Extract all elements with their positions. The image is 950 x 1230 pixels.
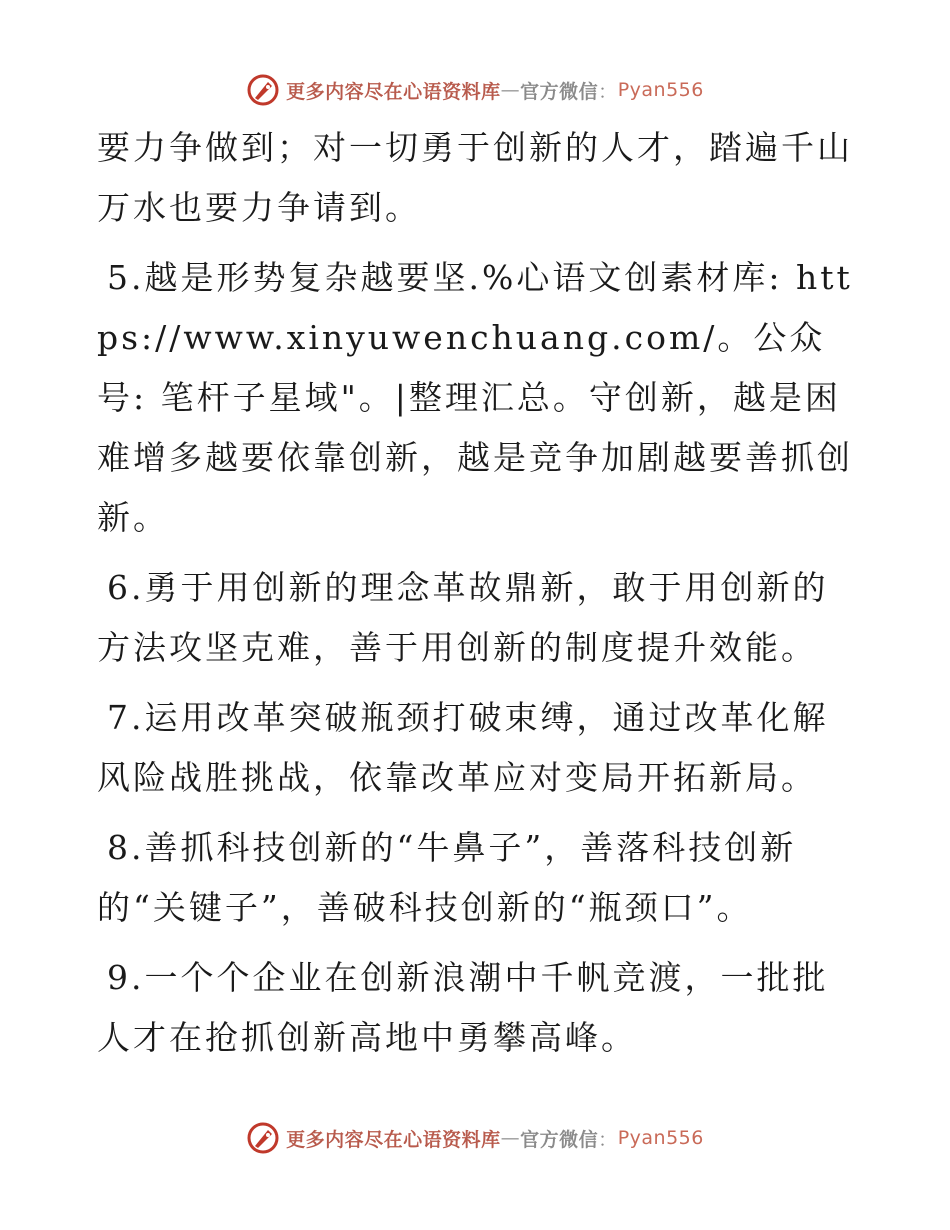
wechat-id: Pyan556 xyxy=(617,1127,704,1149)
item-number: 5. xyxy=(107,258,145,297)
banner-separator: ： xyxy=(598,80,618,103)
header-banner xyxy=(0,70,950,110)
item-text: 勇于用创新的理念革故鼎新，敢于用创新的方法攻坚克难，善于用创新的制度提升效能。 xyxy=(97,568,829,667)
wechat-label: 官方微信 xyxy=(520,1128,599,1151)
banner-dash: — xyxy=(500,1127,521,1149)
list-item-9 xyxy=(97,948,857,1068)
wechat-label: 官方微信 xyxy=(520,80,599,103)
item-text: 越是形势复杂越要坚.%心语文创素材库: https://www.xinyuwenchuang.com/。公众号: 笔杆子星域"。|整理汇总。守创新，越是困难增多越要依靠创新，越是竞争加剧越要善抓创新。 xyxy=(97,258,853,537)
list-item-8 xyxy=(97,818,857,938)
pen-nib-logo-icon xyxy=(246,73,280,107)
paragraph-continuation xyxy=(97,118,857,238)
site-name: 更多内容尽在心语资料库 xyxy=(286,80,501,103)
paragraph-text: 要力争做到；对一切勇于创新的人才，踏遍千山万水也要力争请到。 xyxy=(97,128,853,227)
item-number: 7. xyxy=(107,698,145,737)
footer-banner xyxy=(0,1118,950,1158)
banner-separator: ： xyxy=(598,1128,618,1151)
wechat-id: Pyan556 xyxy=(617,79,704,101)
item-number: 9. xyxy=(107,958,145,997)
item-text: 一个个企业在创新浪潮中千帆竞渡，一批批人才在抢抓创新高地中勇攀高峰。 xyxy=(97,958,829,1057)
document-body xyxy=(97,118,857,1078)
item-number: 6. xyxy=(107,568,145,607)
item-text: 善抓科技创新的“牛鼻子”，善落科技创新的“关键子”，善破科技创新的“瓶颈口”。 xyxy=(97,828,797,927)
item-number: 8. xyxy=(107,828,145,867)
item-text: 运用改革突破瓶颈打破束缚，通过改革化解风险战胜挑战，依靠改革应对变局开拓新局。 xyxy=(97,698,829,797)
site-name: 更多内容尽在心语资料库 xyxy=(286,1128,501,1151)
banner-dash: — xyxy=(500,79,521,101)
list-item-6 xyxy=(97,558,857,678)
list-item-7 xyxy=(97,688,857,808)
list-item-5 xyxy=(97,248,857,548)
pen-nib-logo-icon xyxy=(246,1121,280,1155)
